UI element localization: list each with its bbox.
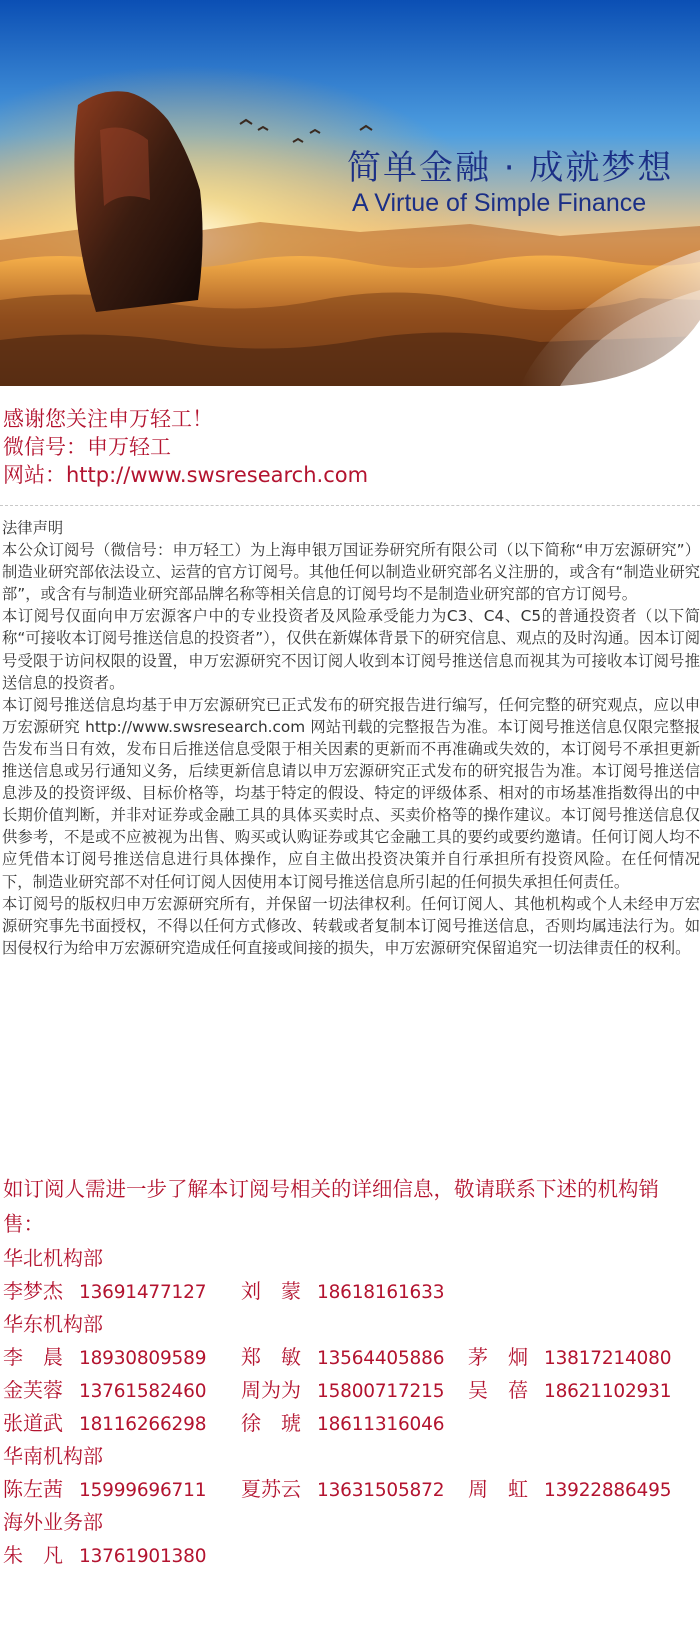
contact-person — [241, 1407, 444, 1441]
contact-name: 郑 敏 — [241, 1345, 301, 1369]
divider — [0, 505, 700, 506]
contact-phone[interactable]: 18621102931 — [544, 1381, 672, 1402]
contact-person — [468, 1341, 671, 1375]
contact-name: 朱 凡 — [3, 1543, 63, 1567]
contact-row — [3, 1275, 698, 1308]
department-list — [3, 1242, 698, 1572]
contact-person — [3, 1341, 206, 1375]
contact-name: 夏苏云 — [241, 1477, 301, 1501]
contact-phone[interactable]: 13564405886 — [317, 1348, 445, 1369]
contact-phone[interactable]: 15999696711 — [79, 1480, 207, 1501]
contact-name: 吴 蓓 — [468, 1378, 528, 1402]
contact-person — [468, 1374, 671, 1408]
contact-row — [3, 1374, 698, 1407]
contact-person — [3, 1407, 206, 1441]
contacts-section — [3, 1172, 698, 1572]
contact-name: 金芙蓉 — [3, 1378, 63, 1402]
contact-phone[interactable]: 18618161633 — [317, 1282, 445, 1303]
website-link[interactable]: 网站：http://www.swsresearch.com — [3, 463, 369, 487]
department-name: 华南机构部 — [3, 1444, 103, 1468]
contact-person — [241, 1275, 444, 1309]
thanks-block — [3, 405, 368, 489]
contact-phone[interactable]: 13691477127 — [79, 1282, 207, 1303]
slogan-chinese: 简单金融 · 成就梦想 — [347, 148, 674, 188]
contacts-intro: 如订阅人需进一步了解本订阅号相关的详细信息，敬请联系下述的机构销售： — [3, 1177, 659, 1236]
contact-phone[interactable]: 13761901380 — [79, 1546, 207, 1567]
slogan-english: A Virtue of Simple Finance — [352, 189, 647, 217]
contact-row — [3, 1473, 698, 1506]
contact-person — [241, 1341, 444, 1375]
contact-phone[interactable]: 13631505872 — [317, 1480, 445, 1501]
contact-name: 李 晨 — [3, 1345, 63, 1369]
contact-person — [3, 1539, 206, 1573]
contact-name: 李梦杰 — [3, 1279, 63, 1303]
thanks-message: 感谢您关注申万轻工！ — [3, 407, 213, 431]
legal-title: 法律声明 — [2, 519, 64, 537]
contact-name: 周为为 — [241, 1378, 301, 1402]
legal-paragraph: 本公众订阅号（微信号：申万轻工）为上海申银万国证券研究所有限公司（以下简称“申万宏源研究”）制造业研究部依法设立、运营的官方订阅号。其他任何以制造业研究部名义注册的，或含有“制造业研究部”，或含有与制造业研究部品牌名称等相关信息的订阅号均不是制造业研究部的官方订阅号。 — [2, 541, 700, 604]
legal-statement — [2, 517, 700, 959]
contact-name: 张道武 — [3, 1411, 63, 1435]
contact-phone[interactable]: 18116266298 — [79, 1414, 207, 1435]
contact-person — [3, 1473, 206, 1507]
contact-phone[interactable]: 18611316046 — [317, 1414, 445, 1435]
contact-row — [3, 1341, 698, 1374]
wechat-id: 微信号：申万轻工 — [3, 435, 171, 459]
contact-name: 陈左茜 — [3, 1477, 63, 1501]
contact-person — [241, 1473, 444, 1507]
contact-person — [3, 1374, 206, 1408]
contact-name: 茅 炯 — [468, 1345, 528, 1369]
contact-name: 周 虹 — [468, 1477, 528, 1501]
contact-person — [468, 1473, 671, 1507]
contact-row — [3, 1407, 698, 1440]
contact-name: 徐 琥 — [241, 1411, 301, 1435]
contact-phone[interactable]: 18930809589 — [79, 1348, 207, 1369]
contact-phone[interactable]: 13922886495 — [544, 1480, 672, 1501]
legal-paragraph: 本订阅号推送信息均基于申万宏源研究已正式发布的研究报告进行编写，任何完整的研究观点，应以申万宏源研究 http://www.swsresearch.com 网站刊载的完整报告为准。本订阅号推送信息仅限完整报告发布当日有效，发布日后推送信息受限于相关因素的更新而不再准确或失效的，本订阅号不承担更新推送信息或另行通知义务，后续更新信息请以申万宏源研究正式发布的研究报告为准。本订阅号推送信息涉及的投资评级、目标价格等，均基于特定的假设、特定的评级体系、相对的市场基准指数得出的中长期价值判断，并非对证券或金融工具的具体买卖时点、买卖价格等的操作建议。本订阅号推送信息仅供参考，不是或不应被视为出售、购买或认购证券或其它金融工具的要约或要约邀请。任何订阅人均不应凭借本订阅号推送信息进行具体操作，应自主做出投资决策并自行承担所有投资风险。在任何情况下，制造业研究部不对任何订阅人因使用本订阅号推送信息所引起的任何损失承担任何责任。 — [2, 695, 700, 891]
contact-phone[interactable]: 13817214080 — [544, 1348, 672, 1369]
contact-phone[interactable]: 13761582460 — [79, 1381, 207, 1402]
contact-name: 刘 蒙 — [241, 1279, 301, 1303]
contact-person — [3, 1275, 206, 1309]
contact-phone[interactable]: 15800717215 — [317, 1381, 445, 1402]
department-name: 海外业务部 — [3, 1510, 103, 1534]
banner-image — [0, 0, 700, 386]
contact-row — [3, 1539, 698, 1572]
department-name: 华北机构部 — [3, 1246, 103, 1270]
legal-paragraph: 本订阅号仅面向申万宏源客户中的专业投资者及风险承受能力为C3、C4、C5的普通投资者（以下简称“可接收本订阅号推送信息的投资者”），仅供在新媒体背景下的研究信息、观点的及时沟通。因本订阅号受限于访问权限的设置，申万宏源研究不因订阅人收到本订阅号推送信息而视其为可接收本订阅号推送信息的投资者。 — [2, 607, 700, 692]
legal-paragraph: 本订阅号的版权归申万宏源研究所有，并保留一切法律权利。任何订阅人、其他机构或个人未经申万宏源研究事先书面授权，不得以任何方式修改、转载或者复制本订阅号推送信息，否则均属违法行为。如因侵权行为给申万宏源研究造成任何直接或间接的损失，申万宏源研究保留追究一切法律责任的权利。 — [2, 894, 700, 957]
department-name: 华东机构部 — [3, 1312, 103, 1336]
contact-person — [241, 1374, 444, 1408]
